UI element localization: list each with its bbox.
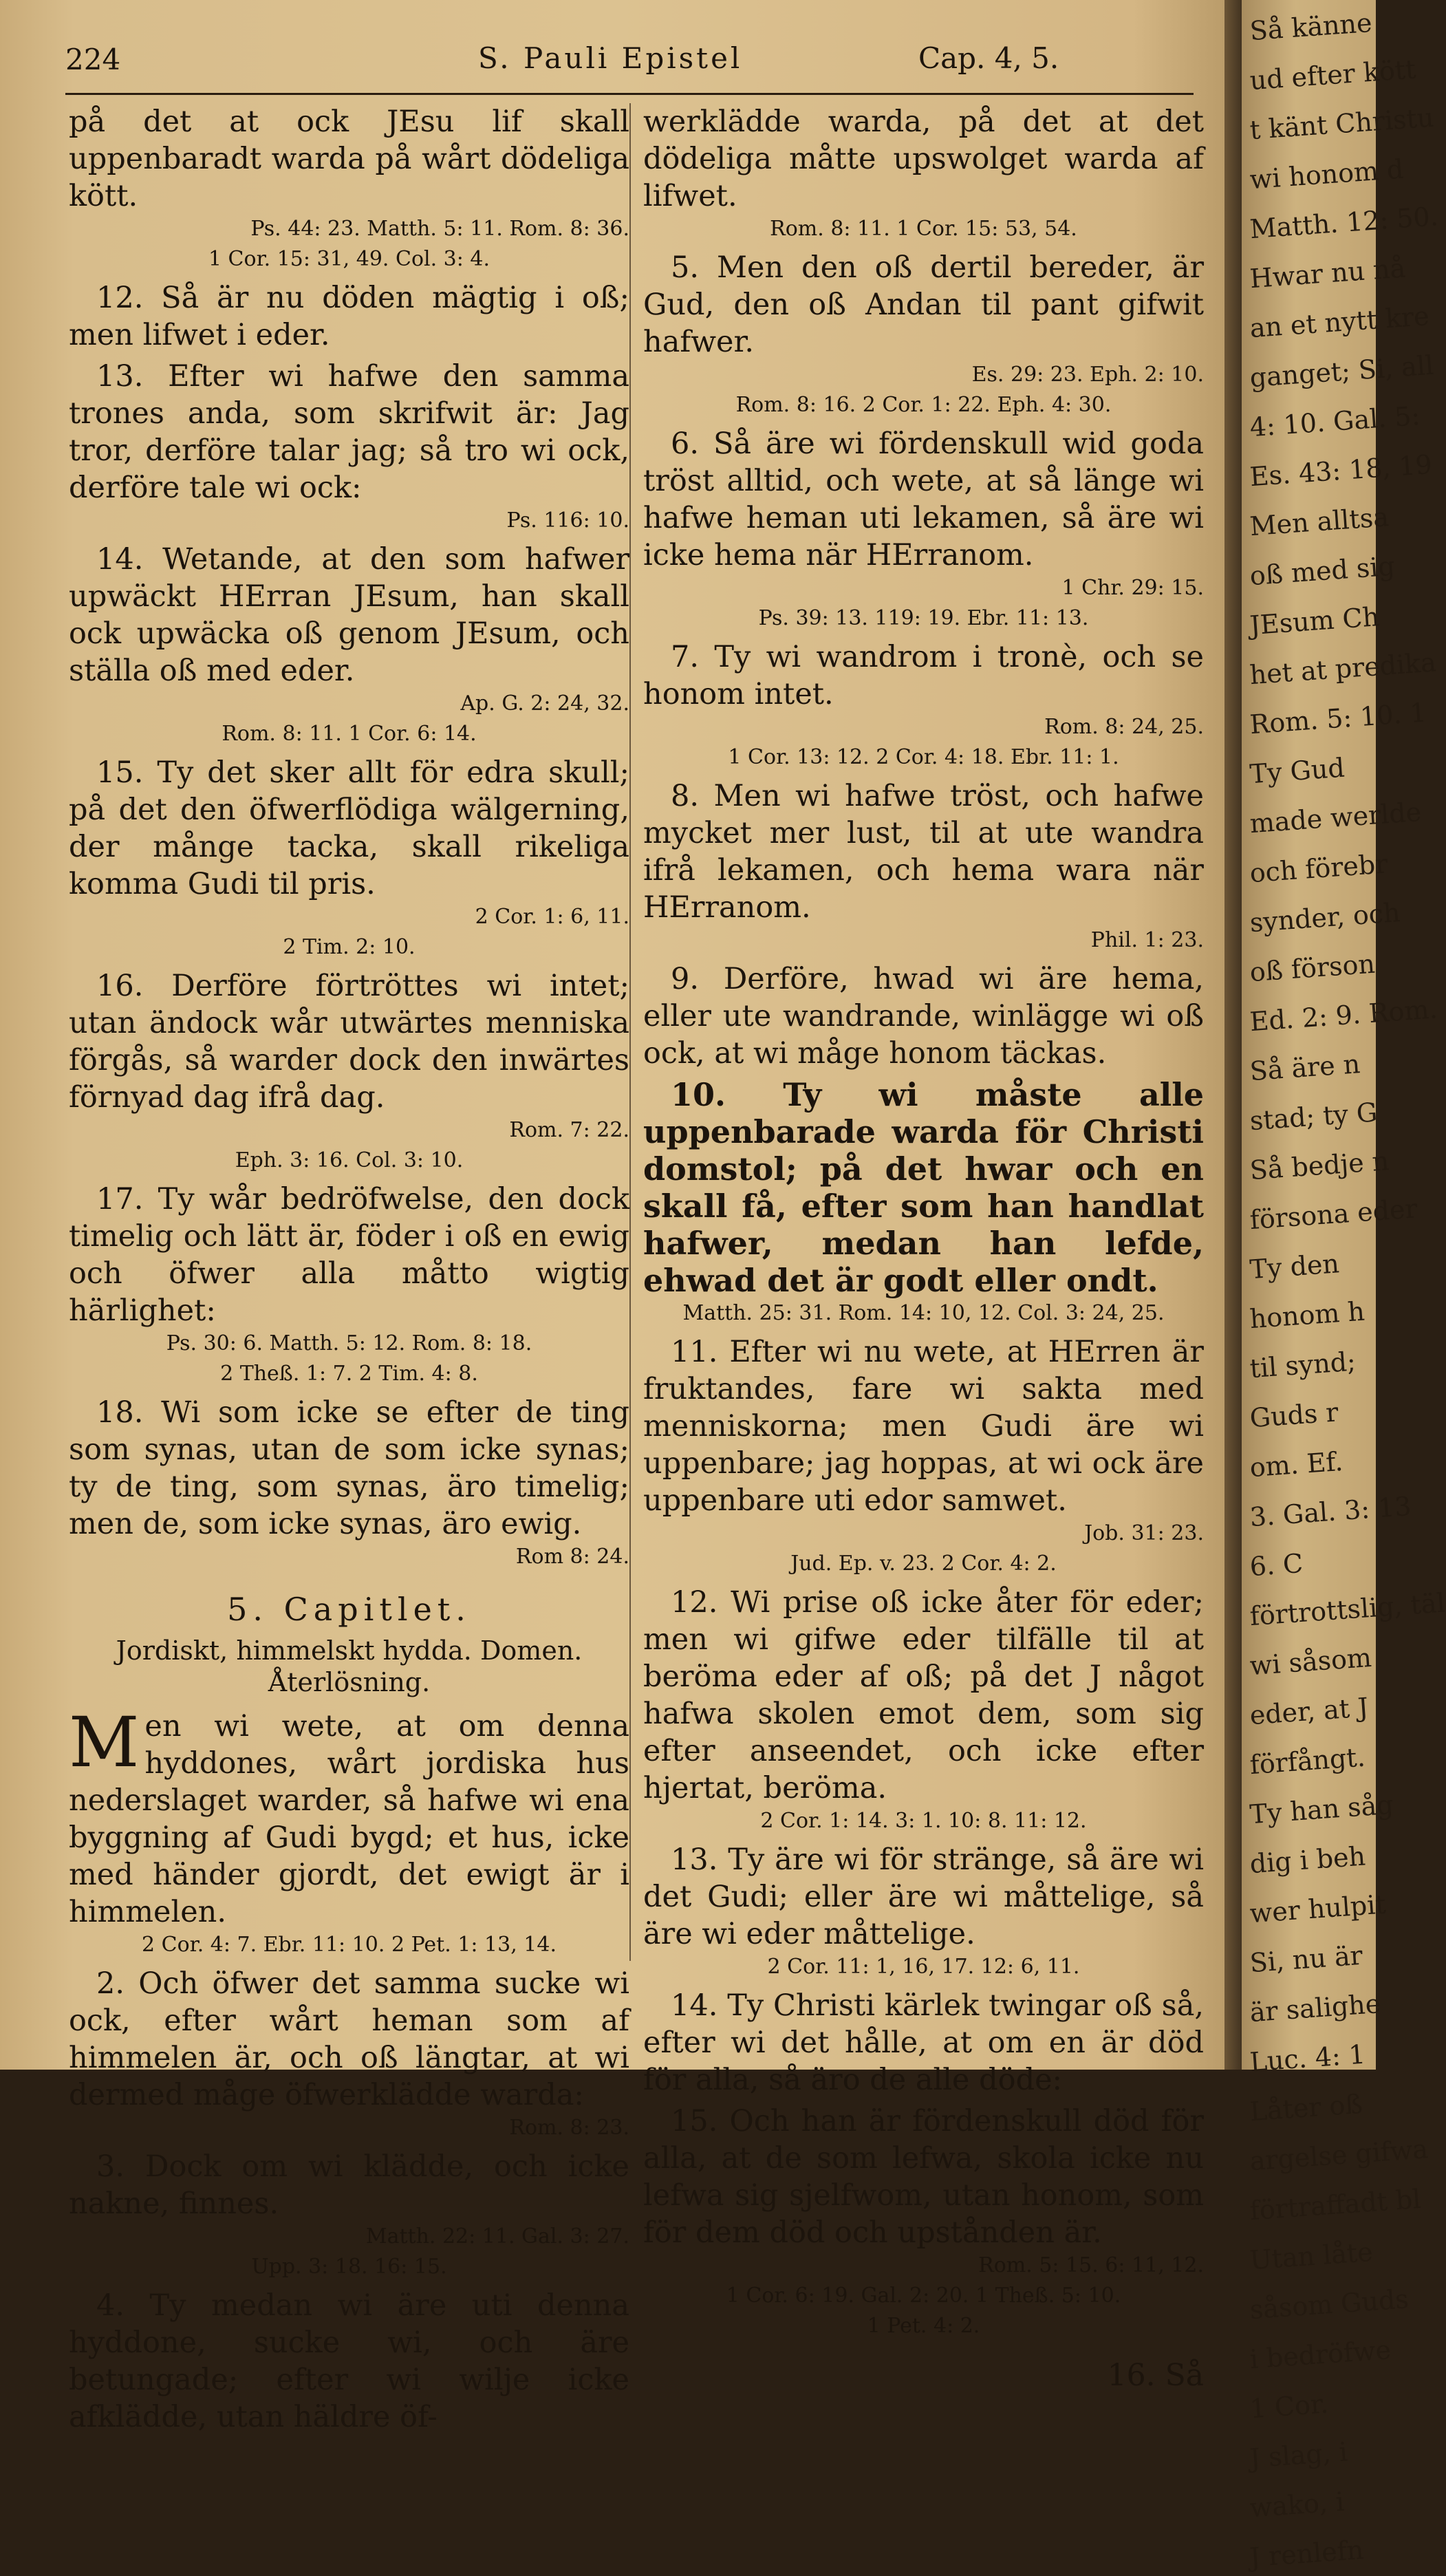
next-page-fragment: Guds r xyxy=(1249,1397,1339,1434)
cross-reference: 2 Theß. 1: 7. 2 Tim. 4: 8. xyxy=(220,1362,478,1386)
cross-reference: Jud. Ep. v. 23. 2 Cor. 4: 2. xyxy=(790,1552,1057,1576)
next-page-fragment: förfångt. xyxy=(1249,1741,1366,1781)
next-page-fragment: om. Ef. xyxy=(1249,1446,1344,1483)
next-page-fragment: förtrottslig, täl xyxy=(1249,1587,1446,1632)
next-page-fragment: Ty han såg xyxy=(1249,1789,1394,1830)
header-rule xyxy=(65,93,1194,95)
cross-reference: Rom. 7: 22. xyxy=(509,1118,629,1142)
verse: 11. Efter wi nu wete, at HErren är fruktandes, fare wi sakta med menniskorna; men Gudi äre wi uppenbare; jag hoppas, at wi ock äre uppenbare uti edor samwet. xyxy=(643,1335,1204,1518)
cross-reference: Eph. 3: 16. Col. 3: 10. xyxy=(235,1148,464,1172)
drop-cap: M xyxy=(69,1702,140,1783)
running-title: S. Pauli Epistel xyxy=(478,41,743,75)
next-page-fragment: 1 Cor. xyxy=(1249,2388,1330,2425)
next-page-fragment: Si, nu är xyxy=(1249,1940,1364,1979)
page-header xyxy=(65,36,1194,84)
verse: 15. Och han är fördenskull död för alla, at de som lefwa, skola icke nu lefwa sig sjelfwom, utan honom, som för dem död och upstånden är. xyxy=(643,2104,1204,2250)
next-page-fragment: ud efter kött xyxy=(1249,54,1417,96)
verse: 14. Wetande, at den som hafwer upwäckt HErran JEsum, han skall ock upwäcka oß genom JEsum, och ställa oß med eder. xyxy=(69,542,629,688)
next-page-fragment: Es. 43: 18, 19 xyxy=(1249,449,1434,493)
cross-reference: Upp. 3: 18. 16: 15. xyxy=(251,2255,447,2279)
page-number: 224 xyxy=(65,43,121,76)
next-page-fragment: Men alltsa xyxy=(1249,502,1390,542)
cross-reference: 2 Tim. 2: 10. xyxy=(283,935,416,959)
cross-reference: Phil. 1: 23. xyxy=(1090,928,1204,952)
cross-reference: Rom. 5: 15. 6: 11, 12. xyxy=(978,2253,1204,2277)
next-page-fragment: Matth. 12: 50. xyxy=(1249,201,1440,245)
next-page-fragment: an et nytt kre xyxy=(1249,301,1430,344)
verse: 7. Ty wi wandrom i tronè, och se honom intet. xyxy=(643,640,1204,711)
cross-reference: Rom. 8: 11. 1 Cor. 6: 14. xyxy=(222,722,477,746)
cross-reference: 2 Cor. 4: 7. Ebr. 11: 10. 2 Pet. 1: 13, 14. xyxy=(142,1933,557,1957)
cross-reference: 1 Chr. 29: 15. xyxy=(1061,576,1204,600)
verse-text: en wi wete, at om denna hyddones, wårt jordiska hus nederslaget warder, så hafwe wi ena byggning af Gudi bygd; et hus, icke med händer gjordt, det ewigt är i himmelen. xyxy=(69,1709,629,1929)
cross-reference: Job. 31: 23. xyxy=(1084,1521,1204,1545)
verse: 12. Så är nu döden mägtig i oß; men lifwet i eder. xyxy=(69,281,629,352)
cross-reference: Ps. 30: 6. Matth. 5: 12. Rom. 8: 18. xyxy=(166,1331,532,1355)
next-page-fragment: Hwar nu nå xyxy=(1249,253,1407,294)
next-page-fragment: ganget; Si, all xyxy=(1249,350,1435,394)
next-page-fragment: wi såsom xyxy=(1249,1642,1373,1682)
next-page-fragment: 4: 10. Gal. 5: xyxy=(1249,400,1421,443)
verse: 10. Ty wi måste alle uppenbarade warda för Christi domstol; på det hwar och en skall få, efter som han handlat hafwer, medan han lefde, ehwad det är godt eller ondt. xyxy=(643,1076,1204,1299)
next-page-fragment: synder, och xyxy=(1249,897,1401,938)
next-page-fragment: argelse gifwa xyxy=(1249,2134,1429,2177)
verse: 17. Ty wår bedröfwelse, den dock timelig och lätt är, föder i oß en ewig och öfwer alla måtto wigtig härlighet: xyxy=(69,1182,629,1328)
verse: 12. Wi prise oß icke åter för eder; men wi gifwe eder tilfälle til at beröma eder af oß; på det J något hafwa skolen emot dem, som sig efter anseendet, och icke efter hjertat, beröma. xyxy=(643,1585,1204,1805)
next-page-fragment: Utan låte xyxy=(1249,2236,1374,2276)
verse-first xyxy=(69,1702,629,1931)
next-page-fragment: är salighe xyxy=(1249,1988,1382,2028)
next-page-fragment: honom h xyxy=(1249,1296,1366,1335)
next-page-fragment: 6. C xyxy=(1249,1547,1304,1582)
next-page-fragment: såsom Guds xyxy=(1249,2284,1410,2326)
cross-reference: Rom. 8: 16. 2 Cor. 1: 22. Eph. 4: 30. xyxy=(735,393,1112,417)
next-page-fragment: wi honom d xyxy=(1249,153,1405,195)
verse: 9. Derföre, hwad wi äre hema, eller ute wandrande, winlägge wi oß ock, at wi måge honom täckas. xyxy=(643,962,1204,1071)
next-page-fragment: Så bedje n xyxy=(1249,1146,1390,1186)
cross-reference: 2 Cor. 1: 14. 3: 1. 10: 8. 11: 12. xyxy=(760,1809,1087,1833)
verse: 8. Men wi hafwe tröst, och hafwe mycket mer lust, til at ute wandra ifrå lekamen, och hema wara när HErranom. xyxy=(643,779,1204,925)
verse: 2. Och öfwer det samma sucke wi ock, efter wårt heman som af himmelen är, och oß längtar, at wi dermed måge öfwerklädde warda: xyxy=(69,1966,629,2112)
cross-reference: 1 Cor. 13: 12. 2 Cor. 4: 18. Ebr. 11: 1. xyxy=(728,745,1119,769)
next-page-fragment: Så äre n xyxy=(1249,1049,1361,1087)
next-page-fragment: eder, at J xyxy=(1249,1692,1370,1731)
left-column xyxy=(69,103,629,2440)
verse: 18. Wi som icke se efter de ting som synas, utan de som icke synas; ty de ting, som synas, äro timelig; men de, som icke synas, äro ewig. xyxy=(69,1395,629,1541)
chapter-summary: Jordiskt, himmelskt hydda. Domen. Återlösning. xyxy=(116,1635,583,1697)
continued-text: werklädde warda, på det at det dödeliga måtte upswolget warda af lifwet. xyxy=(643,105,1204,213)
next-page-fragment: Låter oß xyxy=(1249,2088,1364,2127)
next-page-fragment: försona eder xyxy=(1249,1193,1418,1236)
cross-reference: 1 Pet. 4: 2. xyxy=(867,2314,980,2338)
next-page-fragment: oß med sig xyxy=(1249,550,1396,592)
verse: 15. Ty det sker allt för edra skull; på det den öfwerflödiga wälgerning, der månge tacka, skall rikeliga komma Gudi til pris. xyxy=(69,755,629,901)
cross-reference: Rom. 8: 24, 25. xyxy=(1044,715,1204,739)
next-page-text xyxy=(1242,7,1446,2576)
cross-reference: Matth. 25: 31. Rom. 14: 10, 12. Col. 3: 24, 25. xyxy=(682,1301,1165,1325)
right-column xyxy=(643,103,1204,2394)
verse: 5. Men den oß dertil bereder, är Gud, den oß Andan til pant gifwit hafwer. xyxy=(643,250,1204,359)
next-page-fragment: t känt Christu xyxy=(1249,102,1435,146)
verse: 14. Ty Christi kärlek twingar oß så, efter wi det hålle, at om en är död för alla, så äro de alle döde: xyxy=(643,1988,1204,2097)
next-page-fragment: dig i beh xyxy=(1249,1840,1367,1880)
next-page-fragment: JEsum Ch xyxy=(1249,601,1381,641)
cross-reference: Es. 29: 23. Eph. 2: 10. xyxy=(971,363,1204,387)
verse: 13. Efter wi hafwe den samma trones anda, som skrifwit är: Jag tror, derföre talar jag; så tro wi ock, derföre tale wi ock: xyxy=(69,359,629,505)
cross-reference: Ps. 44: 23. Matth. 5: 11. Rom. 8: 36. xyxy=(250,217,629,241)
cross-reference: Rom. 8: 11. 1 Cor. 15: 53, 54. xyxy=(770,217,1077,241)
cross-reference: 1 Cor. 6: 19. Gal. 2: 20. 1 Theß. 5: 10. xyxy=(726,2284,1121,2308)
cross-reference: Ps. 116: 10. xyxy=(506,508,629,533)
cross-reference: 1 Cor. 15: 31, 49. Col. 3: 4. xyxy=(208,247,490,271)
next-page-fragment: Luc. 4: 1 xyxy=(1249,2039,1367,2078)
verse: 3. Dock om wi klädde, och icke nakne, finnes. xyxy=(69,2149,629,2221)
next-page-fragment: J renlefn xyxy=(1249,2534,1365,2573)
cross-reference: Ap. G. 2: 24, 32. xyxy=(460,691,629,716)
next-page-fragment: Rom. 5: 10. 1 xyxy=(1249,697,1428,740)
next-page-fragment: 3. Gal. 3: 13 xyxy=(1249,1490,1412,1533)
next-page-fragment: i bedröfwe xyxy=(1249,2334,1392,2375)
chapter-reference: Cap. 4, 5. xyxy=(918,41,1059,75)
verse: 13. Ty äre wi för stränge, så äre wi det Gudi; eller äre wi måttelige, så äre wi eder måttelige. xyxy=(643,1843,1204,1951)
cross-reference: 2 Cor. 1: 6, 11. xyxy=(475,905,629,929)
column-divider xyxy=(629,103,631,1961)
next-page-fragment: stad; ty G xyxy=(1249,1097,1379,1137)
catchword: 16. Så xyxy=(1107,2358,1204,2393)
next-page-fragment: Så känne xyxy=(1249,7,1373,47)
next-page-fragment: oß förson xyxy=(1249,948,1377,988)
next-page-fragment: Ty Gud xyxy=(1249,752,1346,790)
cross-reference: Rom. 8: 23. xyxy=(509,2116,629,2140)
next-page-fragment: made werlde xyxy=(1249,796,1423,839)
continued-text: på det at ock JEsu lif skall uppenbaradt warda på wårt dödeliga kött. xyxy=(69,105,629,213)
verse: 16. Derföre förtröttes wi intet; utan ändock wår utwärtes menniska förgås, så warder dock den inwärtes förnyad dag ifrå dag. xyxy=(69,969,629,1115)
next-page-fragment: Ed. 2: 9. Rom. xyxy=(1249,994,1438,1038)
next-page-fragment: förtraffadt bl xyxy=(1249,2183,1422,2226)
verse: 6. Så äre wi fördenskull wid goda tröst alltid, och wete, at så länge wi hafwe heman uti lekamen, så äre wi icke hema när HErranom. xyxy=(643,427,1204,572)
cross-reference: Rom 8: 24. xyxy=(515,1545,629,1569)
cross-reference: 2 Cor. 11: 1, 16, 17. 12: 6, 11. xyxy=(767,1955,1080,1979)
chapter-heading: 5. Capitlet. xyxy=(227,1591,471,1628)
next-page-edge xyxy=(1242,0,1446,2573)
next-page-fragment: och förebr xyxy=(1249,848,1389,889)
cross-reference: Ps. 39: 13. 119: 19. Ebr. 11: 13. xyxy=(758,606,1089,630)
next-page-fragment: J slag, i xyxy=(1249,2436,1349,2474)
next-page-fragment: Ty den xyxy=(1249,1248,1341,1285)
verse: 4. Ty medan wi äre uti denna hyddone, sucke wi, och äre betungade; efter wi wilje icke afklädde, utan häldre öf- xyxy=(69,2288,629,2434)
next-page-fragment: het at predika xyxy=(1249,647,1438,691)
cross-reference: Matth. 22: 11. Gal. 3: 27. xyxy=(365,2224,629,2248)
next-page-fragment: wako, i xyxy=(1249,2486,1346,2524)
next-page-fragment: til synd; xyxy=(1249,1346,1357,1384)
next-page-fragment: wer hulpit xyxy=(1249,1889,1387,1929)
